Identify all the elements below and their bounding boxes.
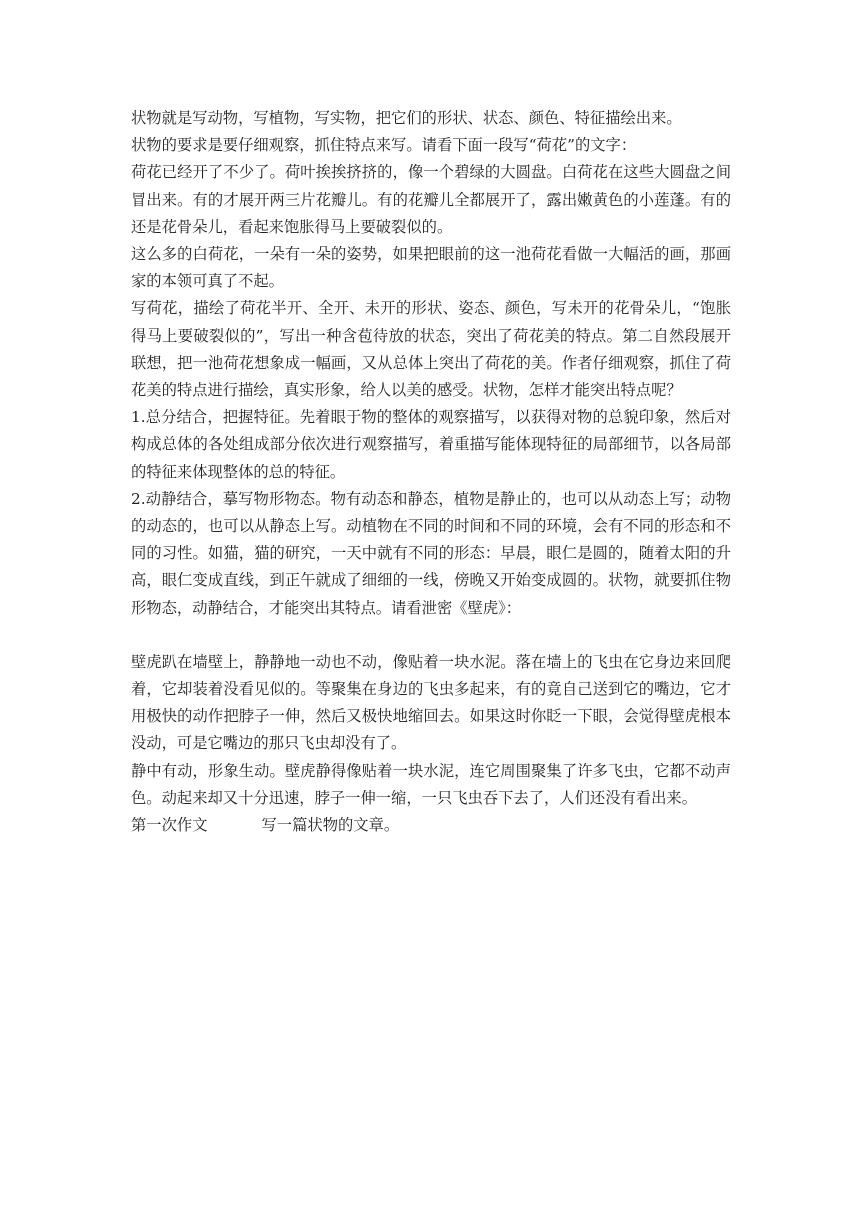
document-page (131, 105, 731, 839)
assignment-task: 写一篇状物的文章。 (261, 816, 400, 835)
paragraph-gecko-analysis: 静中有动，形象生动。壁虎静得像贴着一块水泥，连它周围聚集了许多飞虫，它都不动声色。动起来却又十分迅速，脖子一伸一缩，一只飞虫吞下去了，人们还没有看出来。 (131, 761, 731, 807)
assignment-label: 第一次作文 (131, 816, 208, 835)
assignment-line (131, 812, 731, 839)
paragraph-method-2: 2.动静结合，摹写物形物态。物有动态和静态，植物是静止的，也可以从动态上写；动物的动态的，也可以从静态上写。动植物在不同的时间和不同的环境，会有不同的形态和不同的习性。如猫，猫的研究，一天中就有不同的形态：早晨，眼仁是圆的，随着太阳的升高，眼仁变成直线，到正午就成了细细的一线，傍晚又开始变成圆的。状物，就要抓住物形物态，动静结合，才能突出其特点。请看泄密《壁虎》： (131, 489, 731, 617)
paragraph-lotus-analysis: 写荷花，描绘了荷花半开、全开、未开的形状、姿态、颜色，写未开的花骨朵儿，“饱胀得马上要破裂似的”，写出一种含苞待放的状态，突出了荷花美的特点。第二自然段展开联想，把一池荷花想象成一幅画，又从总体上突出了荷花的美。作者仔细观察，抓住了荷花美的特点进行描绘，真实形象，给人以美的感受。状物，怎样才能突出特点呢？ (131, 299, 731, 400)
paragraph-intro-requirement: 状物的要求是要仔细观察，抓住特点来写。请看下面一段写“荷花”的文字： (131, 136, 637, 155)
paragraph-lotus-example: 荷花已经开了不少了。荷叶挨挨挤挤的，像一个碧绿的大圆盘。白荷花在这些大圆盘之间冒出来。有的才展开两三片花瓣儿。有的花瓣儿全都展开了，露出嫩黄色的小莲蓬。有的还是花骨朵儿，看起来饱胀得马上要破裂似的。 (131, 163, 731, 236)
paragraph-intro-definition: 状物就是写动物，写植物，写实物，把它们的形状、状态、颜色、特征描绘出来。 (131, 109, 682, 127)
paragraph-lotus-painting: 这么多的白荷花，一朵有一朵的姿势，如果把眼前的这一池荷花看做一大幅活的画，那画家的本领可真了不起。 (131, 245, 731, 291)
paragraph-method-1: 1.总分结合，把握特征。先着眼于物的整体的观察描写，以获得对物的总貌印象，然后对构成总体的各处组成部分依次进行观察描写，着重描写能体现特征的局部细节，以各局部的特征来体现整体的总的特征。 (131, 408, 731, 481)
paragraph-gecko-example: 壁虎趴在墙壁上，静静地一动也不动，像贴着一块水泥。落在墙上的飞虫在它身边来回爬着，它却装着没看见似的。等聚集在身边的飞虫多起来，有的竟自己送到它的嘴边，它才用极快的动作把脖子一伸，然后又极快地缩回去。如果这时你眨一下眼，会觉得壁虎根本没动，可是它嘴边的那只飞虫却没有了。 (131, 652, 731, 753)
blank-line (131, 622, 731, 649)
